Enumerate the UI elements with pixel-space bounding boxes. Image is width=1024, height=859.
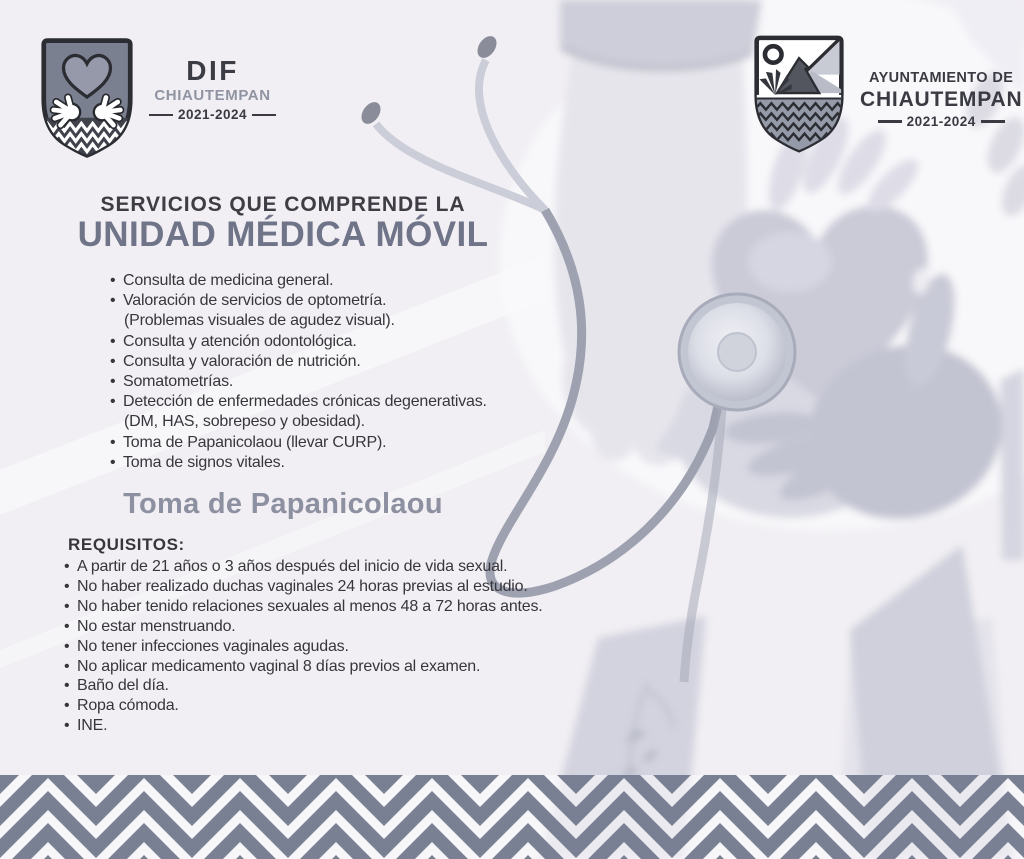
service-text: Consulta y atención odontológica. [123, 332, 357, 350]
service-item [110, 271, 520, 291]
title-line2: UNIDAD MÉDICA MÓVIL [77, 215, 489, 255]
period-rule [149, 114, 173, 117]
service-note: (Problemas visuales de agudez visual). [124, 312, 395, 330]
service-item [110, 352, 520, 372]
service-item [110, 433, 520, 453]
requisito-item: • Baño del día. [64, 676, 554, 696]
stethoscope-earpiece [358, 99, 385, 128]
service-item [110, 291, 520, 331]
requisito-item: • INE. [64, 716, 554, 736]
stethoscope-chestpiece [679, 294, 795, 410]
service-text: Detección de enfermedades crónicas degenerativas. [123, 393, 487, 411]
services-list [110, 271, 520, 473]
ayto-org-name: AYUNTAMIENTO DE [869, 70, 1014, 86]
ayto-city-name: CHIAUTEMPAN [860, 87, 1023, 111]
ayuntamiento-logo [753, 33, 1022, 155]
ayto-period: 2021-2024 [906, 113, 976, 129]
ayto-period-row [860, 115, 1022, 129]
service-text: Toma de Papanicolaou (llevar CURP). [123, 433, 387, 451]
ayuntamiento-shield-icon [753, 33, 845, 155]
service-text: Consulta de medicina general. [123, 272, 334, 289]
service-text: Valoración de servicios de optometría. [123, 292, 387, 310]
dif-period: 2021-2024 [178, 107, 248, 122]
service-item [110, 332, 520, 352]
service-item [110, 453, 520, 473]
requisitos-list [64, 557, 554, 736]
requisito-item: • No tener infecciones vaginales agudas. [64, 637, 554, 657]
dif-org-name: DIF [186, 55, 239, 86]
service-text: Somatometrías. [123, 373, 234, 391]
requisito-item: • No estar menstruando. [64, 617, 554, 637]
period-rule [252, 114, 276, 117]
dif-city-name: CHIAUTEMPAN [154, 87, 271, 104]
requisito-item: • A partir de 21 años o 3 años después del inicio de vida sexual. [64, 557, 554, 577]
requisito-item: • No haber realizado duchas vaginales 24 horas previas al estudio. [64, 577, 554, 597]
service-item [110, 372, 520, 392]
requisito-item: • Ropa cómoda. [64, 696, 554, 716]
service-text: Toma de signos vitales. [123, 453, 285, 471]
period-rule [878, 120, 902, 123]
requisito-item: • No haber tenido relaciones sexuales al menos 48 a 72 horas antes. [64, 597, 554, 617]
papanicolaou-heading: Toma de Papanicolaou [123, 488, 443, 520]
dif-period-row [149, 108, 276, 122]
footer-herringbone-pattern [0, 775, 1024, 859]
dif-logo-text [149, 36, 276, 122]
requisitos-label: REQUISITOS: [68, 535, 185, 554]
dif-logo [40, 36, 276, 160]
service-item [110, 392, 520, 432]
title-line1: SERVICIOS QUE COMPRENDE LA [100, 193, 466, 216]
requisito-item: • No aplicar medicamento vaginal 8 días previos al examen. [64, 657, 554, 677]
dif-shield-icon [40, 36, 134, 160]
period-rule [981, 120, 1005, 123]
ayuntamiento-logo-text [860, 33, 1022, 128]
stethoscope-earpiece [474, 33, 501, 62]
service-note: (DM, HAS, sobrepeso y obesidad). [124, 413, 365, 431]
page-title [62, 193, 504, 254]
service-text: Consulta y valoración de nutrición. [123, 352, 361, 370]
